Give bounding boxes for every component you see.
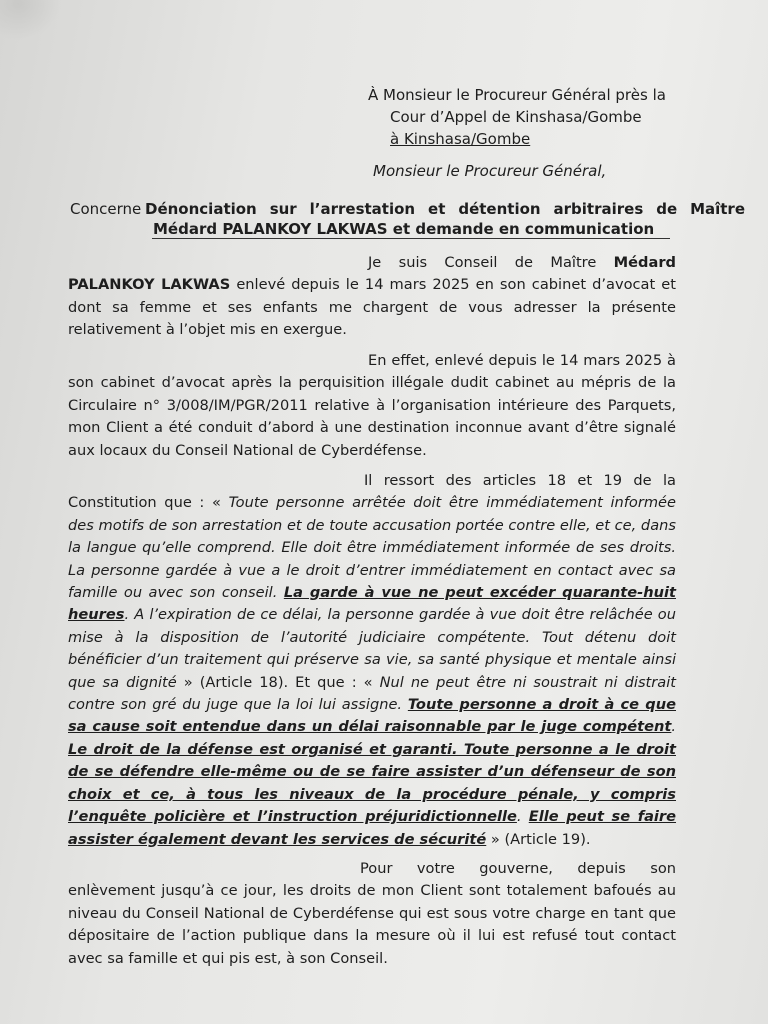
p3-text-e: » (Article 18). Et que : « xyxy=(176,673,380,691)
p3-text-a: Il ressort des articles 18 et 19 de la Constitution que : « xyxy=(68,472,676,512)
article-19-underlined-2: Le droit de la défense est organisé et garanti. Toute personne a le droit de se défendre elle-même ou de se faire assister d’un défenseur de son choix et ce, à tous les niveaux de la procédure pénale, y compris l’enquête policière et l’instruction préjuridictionnelle xyxy=(68,740,676,826)
article-18-underlined: La garde à vue ne peut excéder quarante-huit heures xyxy=(68,584,676,624)
paragraph-1 xyxy=(68,252,676,342)
salutation: Monsieur le Procureur Général, xyxy=(373,162,607,180)
article-19-underlined-3: Elle peut se faire assister également devant les services de sécurité xyxy=(68,808,677,848)
subject-line-2: Médard PALANKOY LAKWAS et demande en communication xyxy=(153,220,655,238)
p1-text-a: Je suis Conseil de Maître xyxy=(368,254,614,271)
recipient-address xyxy=(368,84,666,150)
article-18-quote: Toute personne arrêtée doit être immédiatement informée des motifs de son arrestation et de toute accusation portée contre elle, et ce, dans la langue qu’elle comprend. Elle doit être immédiatement informée de ses droits. La personne gardée à vue a le droit d’entrer immédiatement en contact avec sa famille ou avec son conseil. xyxy=(68,494,676,602)
paragraph-3: Il ressort des articles 18 et 19 de la Constitution que : « Toute personne arrêtée doit être immédiatement informée des motifs de son arrestation et de toute accusation portée contre elle, et ce, dans la langue qu’elle comprend. Elle doit être immédiatement informée de ses droits. La personne gardée à vue a le droit d’entrer immédiatement en contact avec sa famille ou avec son conseil. La garde à vue ne peut excéder quarante-huit heures. A l’expiration de ce délai, la personne gardée à vue doit être relâchée ou mise à la disposition de l’autorité judiciaire compétente. Tout détenu doit bénéficier d’un traitement qui préserve sa vie, sa santé physique et mentale ainsi que sa dignité » (Article 18). Et que : « Nul ne peut être ni soustrait ni distrait contre son gré du juge que la loi lui assigne. Toute personne a droit à ce que sa cause soit entendue dans un délai raisonnable par le juge compétent. Le droit de la défense est organisé et garanti. Toute personne a le droit de se défendre elle-même ou de se faire assister d’un défenseur de son choix et ce, à tous les niveaux de la procédure pénale, y compris l’enquête policière et l’instruction préjuridictionnelle. Elle peut se faire assister également devant les services de sécurité » (Article 19). xyxy=(68,472,677,848)
subject-label: Concerne : xyxy=(70,200,152,218)
subject-line-1: Dénonciation sur l’arrestation et détention arbitraires de Maître xyxy=(145,200,745,218)
p3-text-l: » (Article 19). xyxy=(486,830,591,848)
article-19-underlined-1: Toute personne a droit à ce que sa cause soit entendue dans un délai raisonnable par le juge compétent xyxy=(68,696,676,736)
article-18-quote-end: . A l’expiration de ce délai, la personne gardée à vue doit être relâchée ou mise à la disposition de l’autorité judiciaire compétente. Tout détenu doit bénéficier d’un traitement qui préserve sa vie, sa santé physique et mentale ainsi que sa dignité xyxy=(68,606,676,691)
client-name: Médard PALANKOY LAKWAS xyxy=(68,254,676,294)
paper-fold-shadow xyxy=(0,0,60,40)
p4-text: Pour votre gouverne, depuis son enlèvement jusqu’à ce jour, les droits de mon Client sont totalement bafoués au niveau du Conseil National de Cyberdéfense qui est sous votre charge en tant que dépositaire de l’action publique dans la mesure où il lui est refusé tout contact avec sa famille et qui pis est, à son Conseil. xyxy=(68,860,676,967)
article-19-quote: Nul ne peut être ni soustrait ni distrait contre son gré du juge que la loi lui assigne. xyxy=(68,673,676,714)
address-line-2: Cour d’Appel de Kinshasa/Gombe xyxy=(390,108,642,126)
address-line-1: À Monsieur le Procureur Général près la xyxy=(368,86,666,104)
address-line-3 xyxy=(368,128,666,150)
paragraph-4 xyxy=(68,858,676,970)
p2-text: En effet, enlevé depuis le 14 mars 2025 à son cabinet d’avocat après la perquisition illégale dudit cabinet au mépris de la Circulaire n° 3/008/IM/PGR/2011 relative à l’organisation intérieure des Parquets, mon Client a été conduit d’abord à une destination inconnue avant d’être signalé aux locaux du Conseil National de Cyberdéfense. xyxy=(68,352,676,459)
subject-underline xyxy=(152,238,670,239)
paragraph-2 xyxy=(68,350,676,462)
address-city: à Kinshasa/Gombe xyxy=(390,130,531,148)
p1-text-b: enlevé depuis le 14 mars 2025 en son cabinet d’avocat et dont sa femme et ses enfants me chargent de vous adresser la présente relativement à l’objet mis en exergue. xyxy=(68,276,677,339)
